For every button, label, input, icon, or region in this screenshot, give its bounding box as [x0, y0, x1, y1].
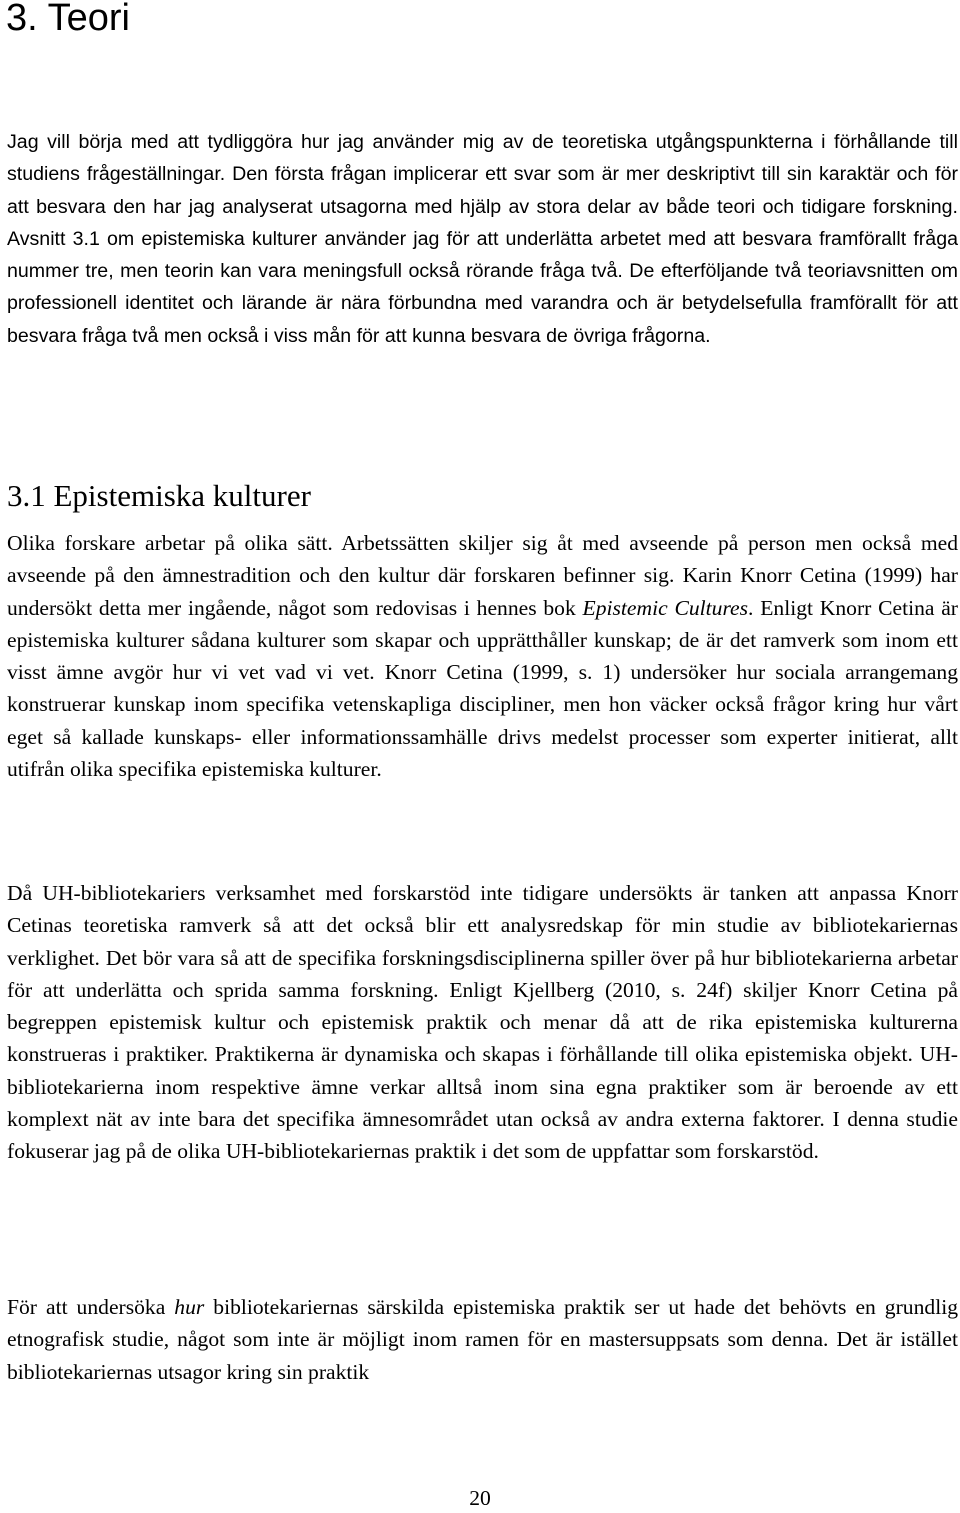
chapter-title: 3. Teori	[6, 0, 130, 39]
section-paragraph-1	[7, 527, 958, 785]
section-paragraph-2: Då UH-bibliotekariers verksamhet med forskarstöd inte tidigare undersökts är tanken att anpassa Knorr Cetinas teoretiska ramverk så att det också blir ett analysredskap för min studie av bibliotekariernas verklighet. Det bör vara så att de specifika forskningsdisciplinerna spiller över på hur bibliotekarierna arbetar för att underlätta och sprida samma forskning. Enligt Kjellberg (2010, s. 24f) skiljer Knorr Cetina på begreppen epistemisk kultur och epistemisk praktik och menar då att de rika epistemiska kulturerna konstrueras i praktiker. Praktikerna är dynamiska och skapas i förhållande till olika epistemiska objekt. UH-bibliotekarierna inom respektive ämne verkar alltså inom sina egna praktiker som är beroende av ett komplext nät av inte bara det specifika ämnesområdet utan också av andra externa faktorer. I denna studie fokuserar jag på de olika UH-bibliotekariernas praktik i det som de uppfattar som forskarstöd.	[7, 881, 958, 1164]
paragraph-text: För att undersöka	[7, 1295, 175, 1319]
intro-paragraph: Jag vill börja med att tydliggöra hur jag använder mig av de teoretiska utgångspunkterna i förhållande till studiens frågeställningar. Den första frågan implicerar ett svar som är mer deskriptivt till sin karaktär och för att besvara den har jag analyserat utsagorna med hjälp av stora delar av både teori och tidigare forskning. Avsnitt 3.1 om epistemiska kulturer använder jag för att underlätta arbetet med att besvara framförallt fråga nummer tre, men teorin kan vara meningsfull också rörande fråga två. De efterföljande två teoriavsnitten om professionell identitet och lärande är nära förbundna med varandra och är betydelsefulla framförallt för att besvara fråga två men också i viss mån för att kunna besvara de övriga frågorna.	[7, 131, 958, 347]
emphasis-word: hur	[174, 1295, 205, 1319]
section-paragraph-3	[7, 1291, 958, 1388]
page-number: 20	[469, 1486, 491, 1510]
paragraph-text: bibliotekariernas särskilda epistemiska praktik ser ut hade det behövts en grundlig etnografisk studie, något som inte är möjligt inom ramen för en mastersuppsats som denna. Det är istället bibliotekariernas utsagor kring sin praktik	[7, 1295, 958, 1384]
section-title: 3.1 Epistemiska kulturer	[7, 478, 311, 513]
paragraph-text: . Enligt Knorr Cetina är epistemiska kulturer sådana kulturer som skapar och upprätthåller kunskap; de är det ramverk som inom ett visst ämne avgör hur vi vet vad vi vet. Knorr Cetina (1999, s. 1) undersöker hur sociala arrangemang konstruerar kunskap inom specifika vetenskapliga discipliner, men hon väcker också frågor kring hur vårt eget så kallade kunskaps- eller informationssamhälle drivs medelst processer som experter initierat, allt utifrån olika specifika epistemiska kulturer.	[7, 595, 958, 782]
paragraph-text: Olika forskare arbetar på olika sätt. Arbetssätten skiljer sig åt med avseende på person men också med avseende på den ämnestradition och den kultur där forskaren befinner sig. Karin Knorr Cetina (1999) har undersökt detta mer ingående, något som redovisas i hennes bok	[7, 531, 958, 620]
book-title: Epistemic Cultures	[582, 595, 749, 620]
